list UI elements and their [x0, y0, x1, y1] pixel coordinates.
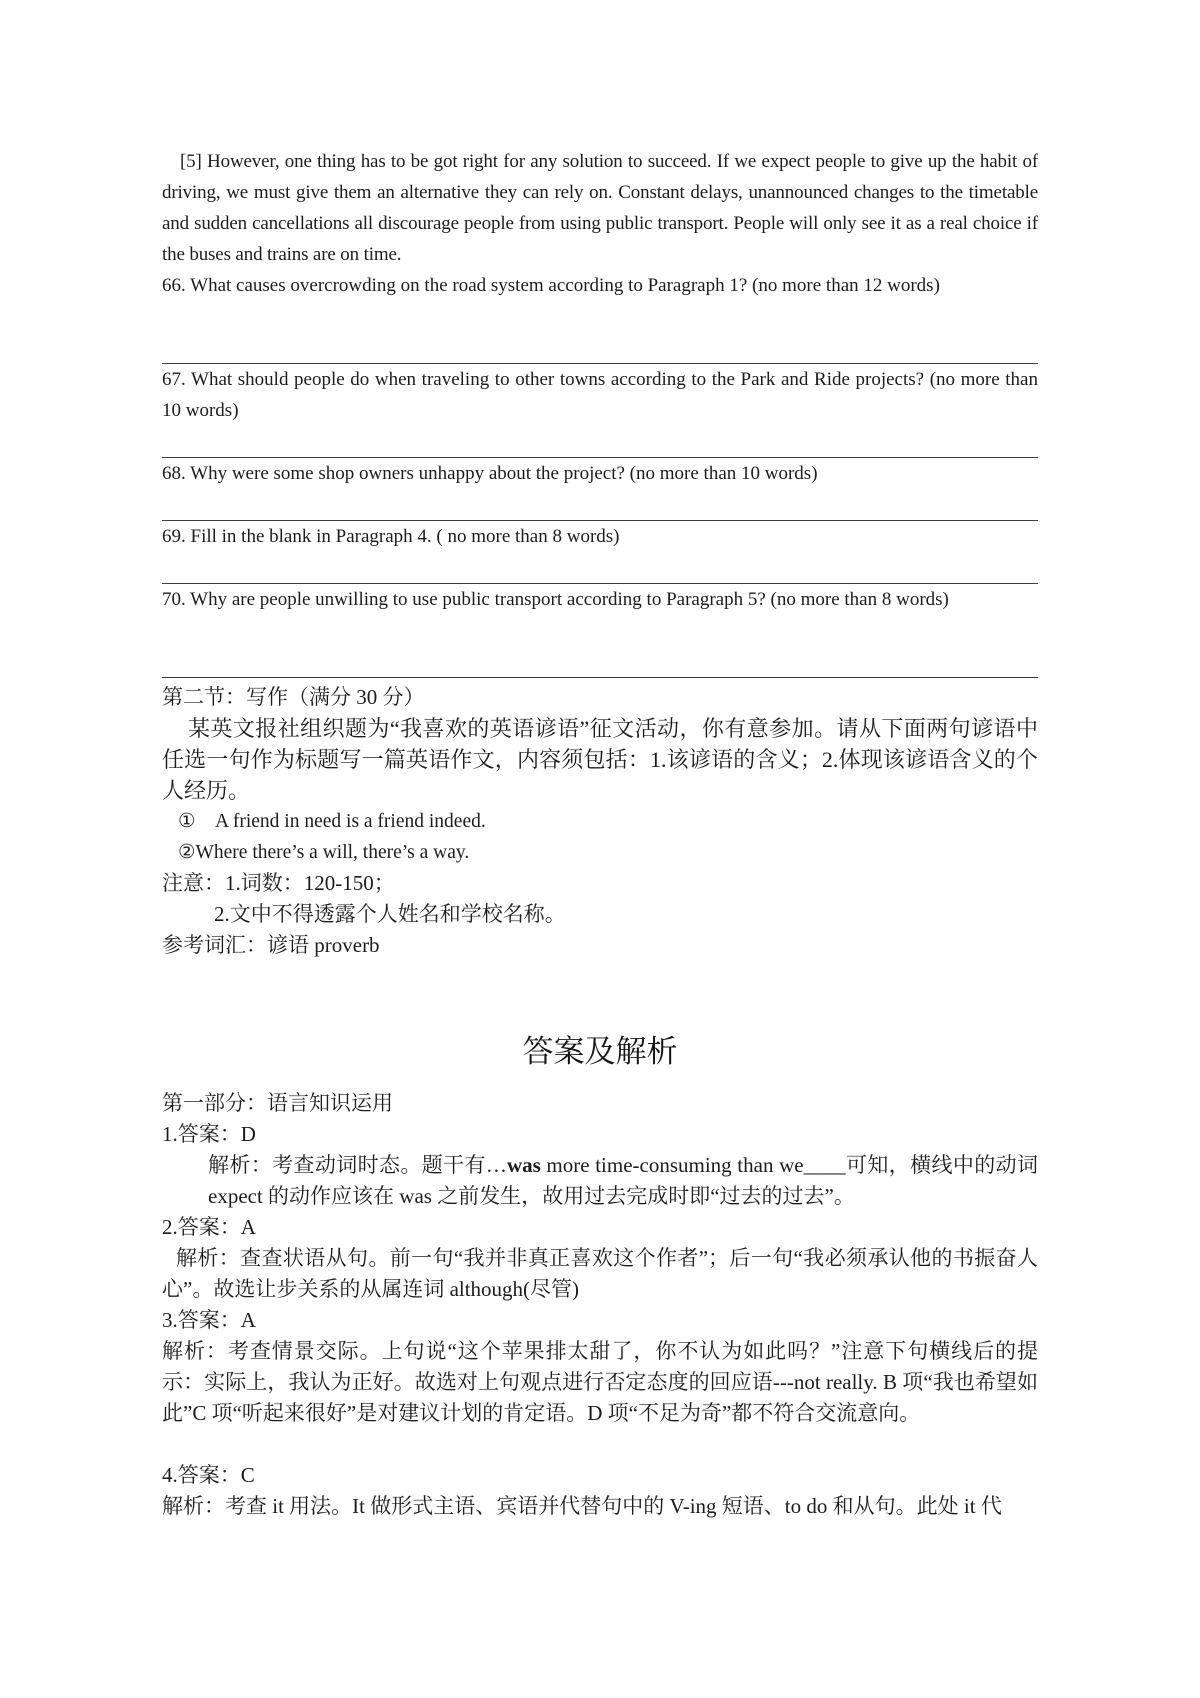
question-67: 67. What should people do when traveling to other towns according to the Park and Ride projects? (no more than 10 words)	[162, 369, 1038, 421]
proverb-option-1: ① A friend in need is a friend indeed.	[178, 811, 486, 832]
question-70: 70. Why are people unwilling to use public transport according to Paragraph 5? (no more than 8 words)	[162, 589, 949, 610]
answer-1-analysis	[208, 1150, 1038, 1212]
answer-blank-line-66	[162, 332, 1038, 364]
answers-title: 答案及解析	[522, 1034, 678, 1069]
writing-note-2: 2.文中不得透露个人姓名和学校名称。	[214, 902, 566, 926]
writing-section	[162, 682, 1038, 961]
reference-vocabulary: 参考词汇：谚语 proverb	[162, 933, 380, 957]
answer-blank-line-70	[162, 646, 1038, 678]
answer-blank-line-68	[162, 489, 1038, 521]
passage-paragraph-5: [5] However, one thing has to be got right for any solution to succeed. If we expect people to give up the habit of driving, we must give them an alternative they can rely on. Constant delays, unannounced changes to the timetable and sudden cancellations all discourage people from using public transport. People will only see it as a real choice if the buses and trains are on time.	[162, 151, 1038, 265]
answer-1-analysis-post: more time-consuming than we____可知，横线中的动词 expect 的动作应该在 was 之前发生，故用过去完成时即“过去的过去”。	[208, 1153, 1038, 1208]
answer-3-analysis: 解析：考查情景交际。上句说“这个苹果排太甜了，你不认为如此吗？”注意下句横线后的提示：实际上，我认为正好。故选对上句观点进行否定态度的回应语---not really. B 项“我也希望如此”C 项“听起来很好”是对建议计划的肯定语。D 项“不足为奇”都不符合交流意向。	[162, 1339, 1038, 1425]
question-66: 66. What causes overcrowding on the road system according to Paragraph 1? (no more than 12 words)	[162, 275, 940, 296]
answer-4-label: 4.答案：C	[162, 1463, 255, 1487]
answer-2-analysis: 解析：查查状语从句。前一句“我并非真正喜欢这个作者”；后一句“我必须承认他的书振奋人心”。故选让步关系的从属连词 although(尽管)	[162, 1246, 1038, 1301]
reading-section	[162, 146, 1038, 678]
writing-prompt: 某英文报社组织题为“我喜欢的英语谚语”征文活动，你有意参加。请从下面两句谚语中任选一句作为标题写一篇英语作文，内容须包括：1.该谚语的含义；2.体现该谚语含义的个人经历。	[162, 716, 1038, 803]
answer-blank-line-67	[162, 426, 1038, 458]
question-68: 68. Why were some shop owners unhappy about the project? (no more than 10 words)	[162, 463, 818, 484]
answer-1-analysis-pre: 解析：考查动词时态。题干有…	[208, 1153, 507, 1177]
writing-note-1: 注意：1.词数：120-150；	[162, 871, 395, 895]
proverb-option-2: ②Where there’s a will, there’s a way.	[178, 842, 470, 863]
answer-4-analysis: 解析：考查 it 用法。It 做形式主语、宾语并代替句中的 V-ing 短语、to do 和从句。此处 it 代	[162, 1494, 1002, 1518]
question-69: 69. Fill in the blank in Paragraph 4. ( no more than 8 words)	[162, 526, 620, 547]
answers-section	[162, 1088, 1038, 1522]
part1-heading: 第一部分：语言知识运用	[162, 1091, 393, 1115]
writing-section-heading: 第二节：写作（满分 30 分）	[162, 685, 425, 709]
answer-2-label: 2.答案：A	[162, 1215, 256, 1239]
answer-blank-line-69	[162, 552, 1038, 584]
answer-3-label: 3.答案：A	[162, 1308, 256, 1332]
answer-1-analysis-bold-was: was	[506, 1153, 541, 1177]
answer-1-label: 1.答案：D	[162, 1122, 256, 1146]
